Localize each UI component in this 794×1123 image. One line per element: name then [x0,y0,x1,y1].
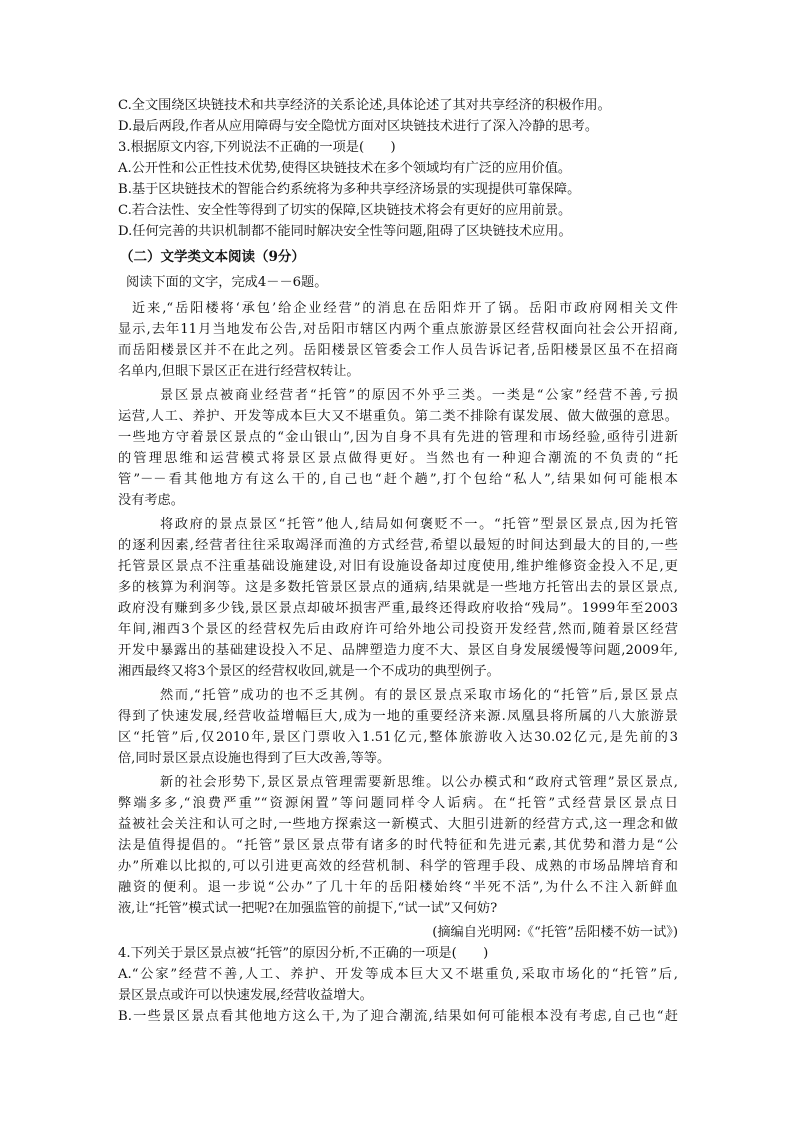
text-line: 办”所难以比拟的,可以引进更高效的经营机制、科学的管理手段、成熟的市场品牌培育和 [118,859,678,874]
text-line: 而岳阳楼景区并不在此之列。岳阳楼景区管委会工作人员告诉记者,岳阳楼景区虽不在招商 [118,343,678,358]
text-line: D.最后两段,作者从应用障碍与安全隐忧方面对区块链技术进行了深入冷静的思考。 [118,119,599,134]
text-line: 政府没有赚到多少钱,景区景点却破坏损害严重,最终还得政府收拾“残局”。1999年至2003 [118,601,678,616]
text-line: 液,让“托管”模式试一把呢?在加强监管的前提下,“试一试”又何妨? [118,901,498,916]
text-line: B.一些景区景点看其他地方这么干,为了迎合潮流,结果如何可能根本没有考虑,自己也“赶 [118,1009,678,1024]
text-line: 4.下列关于景区景点被“托管”的原因分析,不正确的一项是( ) [118,946,489,961]
text-line: (摘编自光明网:《“托管”岳阳楼不妨一试》) [432,925,678,940]
text-line: 名单内,但眼下景区正在进行经营权转让。 [118,364,360,379]
text-line: 融资的便利。退一步说“公办”了几十年的岳阳楼始终“半死不活”,为什么不注入新鲜血 [118,880,678,895]
section-heading: （二）文学类文本阅读（9分） [120,249,305,265]
text-line: 然而,“托管”成功的也不乏其例。有的景区景点采取市场化的“托管”后,景区景点 [160,688,678,703]
text-line: 的逐利因素,经营者往往采取竭泽而渔的方式经营,希望以最短的时间达到最大的目的,一些 [118,538,678,553]
text-line: 阅读下面的文字，完成4－－6题。 [126,275,328,290]
text-line: 近来,“岳阳楼将‘承包’给企业经营”的消息在岳阳炸开了锅。岳阳市政府网相关文件 [132,301,678,316]
text-line: 多的核算为利润等。这是多数托管景区景点的通病,结果就是一些地方托管出去的景区景点, [118,580,678,595]
text-line: A.“公家”经营不善,人工、养护、开发等成本巨大又不堪重负,采取市场化的“托管”后, [118,967,678,982]
text-line: 显示,去年11月当地发布公告,对岳阳市辖区内两个重点旅游景区经营权面向社会公开招商, [118,322,678,337]
text-line: 没有考虑。 [118,493,184,508]
text-line: 景区景点被商业经营者“托管”的原因不外乎三类。一类是“公家”经营不善,亏损 [160,388,678,403]
text-line: 3.根据原文内容,下列说法不正确的一项是( ) [118,140,396,155]
text-line: 弊端多多,“浪费严重”“资源闲置”等问题同样令人诟病。在“托管”式经营景区景点日 [118,796,678,811]
text-line: B.基于区块链技术的智能合约系统将为多种共享经济场景的实现提供可靠保障。 [118,182,581,197]
text-line: 将政府的景点景区“托管”他人,结局如何褒贬不一。“托管”型景区景点,因为托管 [160,517,678,532]
text-line: C.若合法性、安全性等得到了切实的保障,区块链技术将会有更好的应用前景。 [118,203,572,218]
text-line: 新的社会形势下,景区景点管理需要新思维。以公办模式和“政府式管理”景区景点, [160,775,678,790]
text-line: 一些地方守着景区景点的“金山银山”,因为自身不具有先进的管理和市场经验,亟待引进新 [118,430,678,445]
text-line: 区“托管”后,仅2010年,景区门票收入1.51亿元,整体旅游收入达30.02亿元,是先前的3 [118,730,678,745]
text-line: 运营,人工、养护、开发等成本巨大又不堪重负。第二类不排除有谋发展、做大做强的意思。 [118,409,678,424]
text-line: C.全文围绕区块链技术和共享经济的关系论述,具体论述了其对共享经济的积极作用。 [118,98,611,113]
text-line: 倍,同时景区景点设施也得到了巨大改善,等等。 [118,751,391,766]
text-line: 得到了快速发展,经营收益增幅巨大,成为一地的重要经济来源.凤凰县将所属的八大旅游景 [118,709,678,724]
text-line: 法是值得提倡的。“托管”景区景点带有诸多的时代特征和先进元素,其优势和潜力是“公 [118,838,678,853]
text-line: 益被社会关注和认可之时,一些地方探索这一新模式、大胆引进新的经营方式,这一理念和做 [118,817,678,832]
text-line: 管”－－看其他地方有这么干的,自己也“赶个趟”,打个包给“私人”,结果如何可能根本 [118,472,678,487]
text-line: D.任何完善的共识机制都不能同时解决安全性等问题,阻碍了区块链技术应用。 [118,224,572,239]
text-line: 景区景点或许可以快速发展,经营收益增大。 [118,988,373,1003]
text-line: 开发中暴露出的基础建设投入不足、品牌塑造力度不大、景区自身发展缓慢等问题,2009年, [118,643,678,658]
text-line: 的管理思维和运营模式将景区景点做得更好。当然也有一种迎合潮流的不负责的“托 [118,451,678,466]
text-line: 湘西最终又将3个景区的经营权收回,就是一个不成功的典型例子。 [118,664,500,679]
text-line: 年间,湘西3个景区的经营权先后由政府许可给外地公司投资开发经营,然而,随着景区经营 [118,622,678,637]
text-line: 托管景区景点不注重基础设施建设,对旧有设施设备却过度使用,维护维修资金投入不足,更 [118,559,678,574]
text-line: A.公开性和公正性技术优势,使得区块链技术在多个领域均有广泛的应用价值。 [118,161,572,176]
